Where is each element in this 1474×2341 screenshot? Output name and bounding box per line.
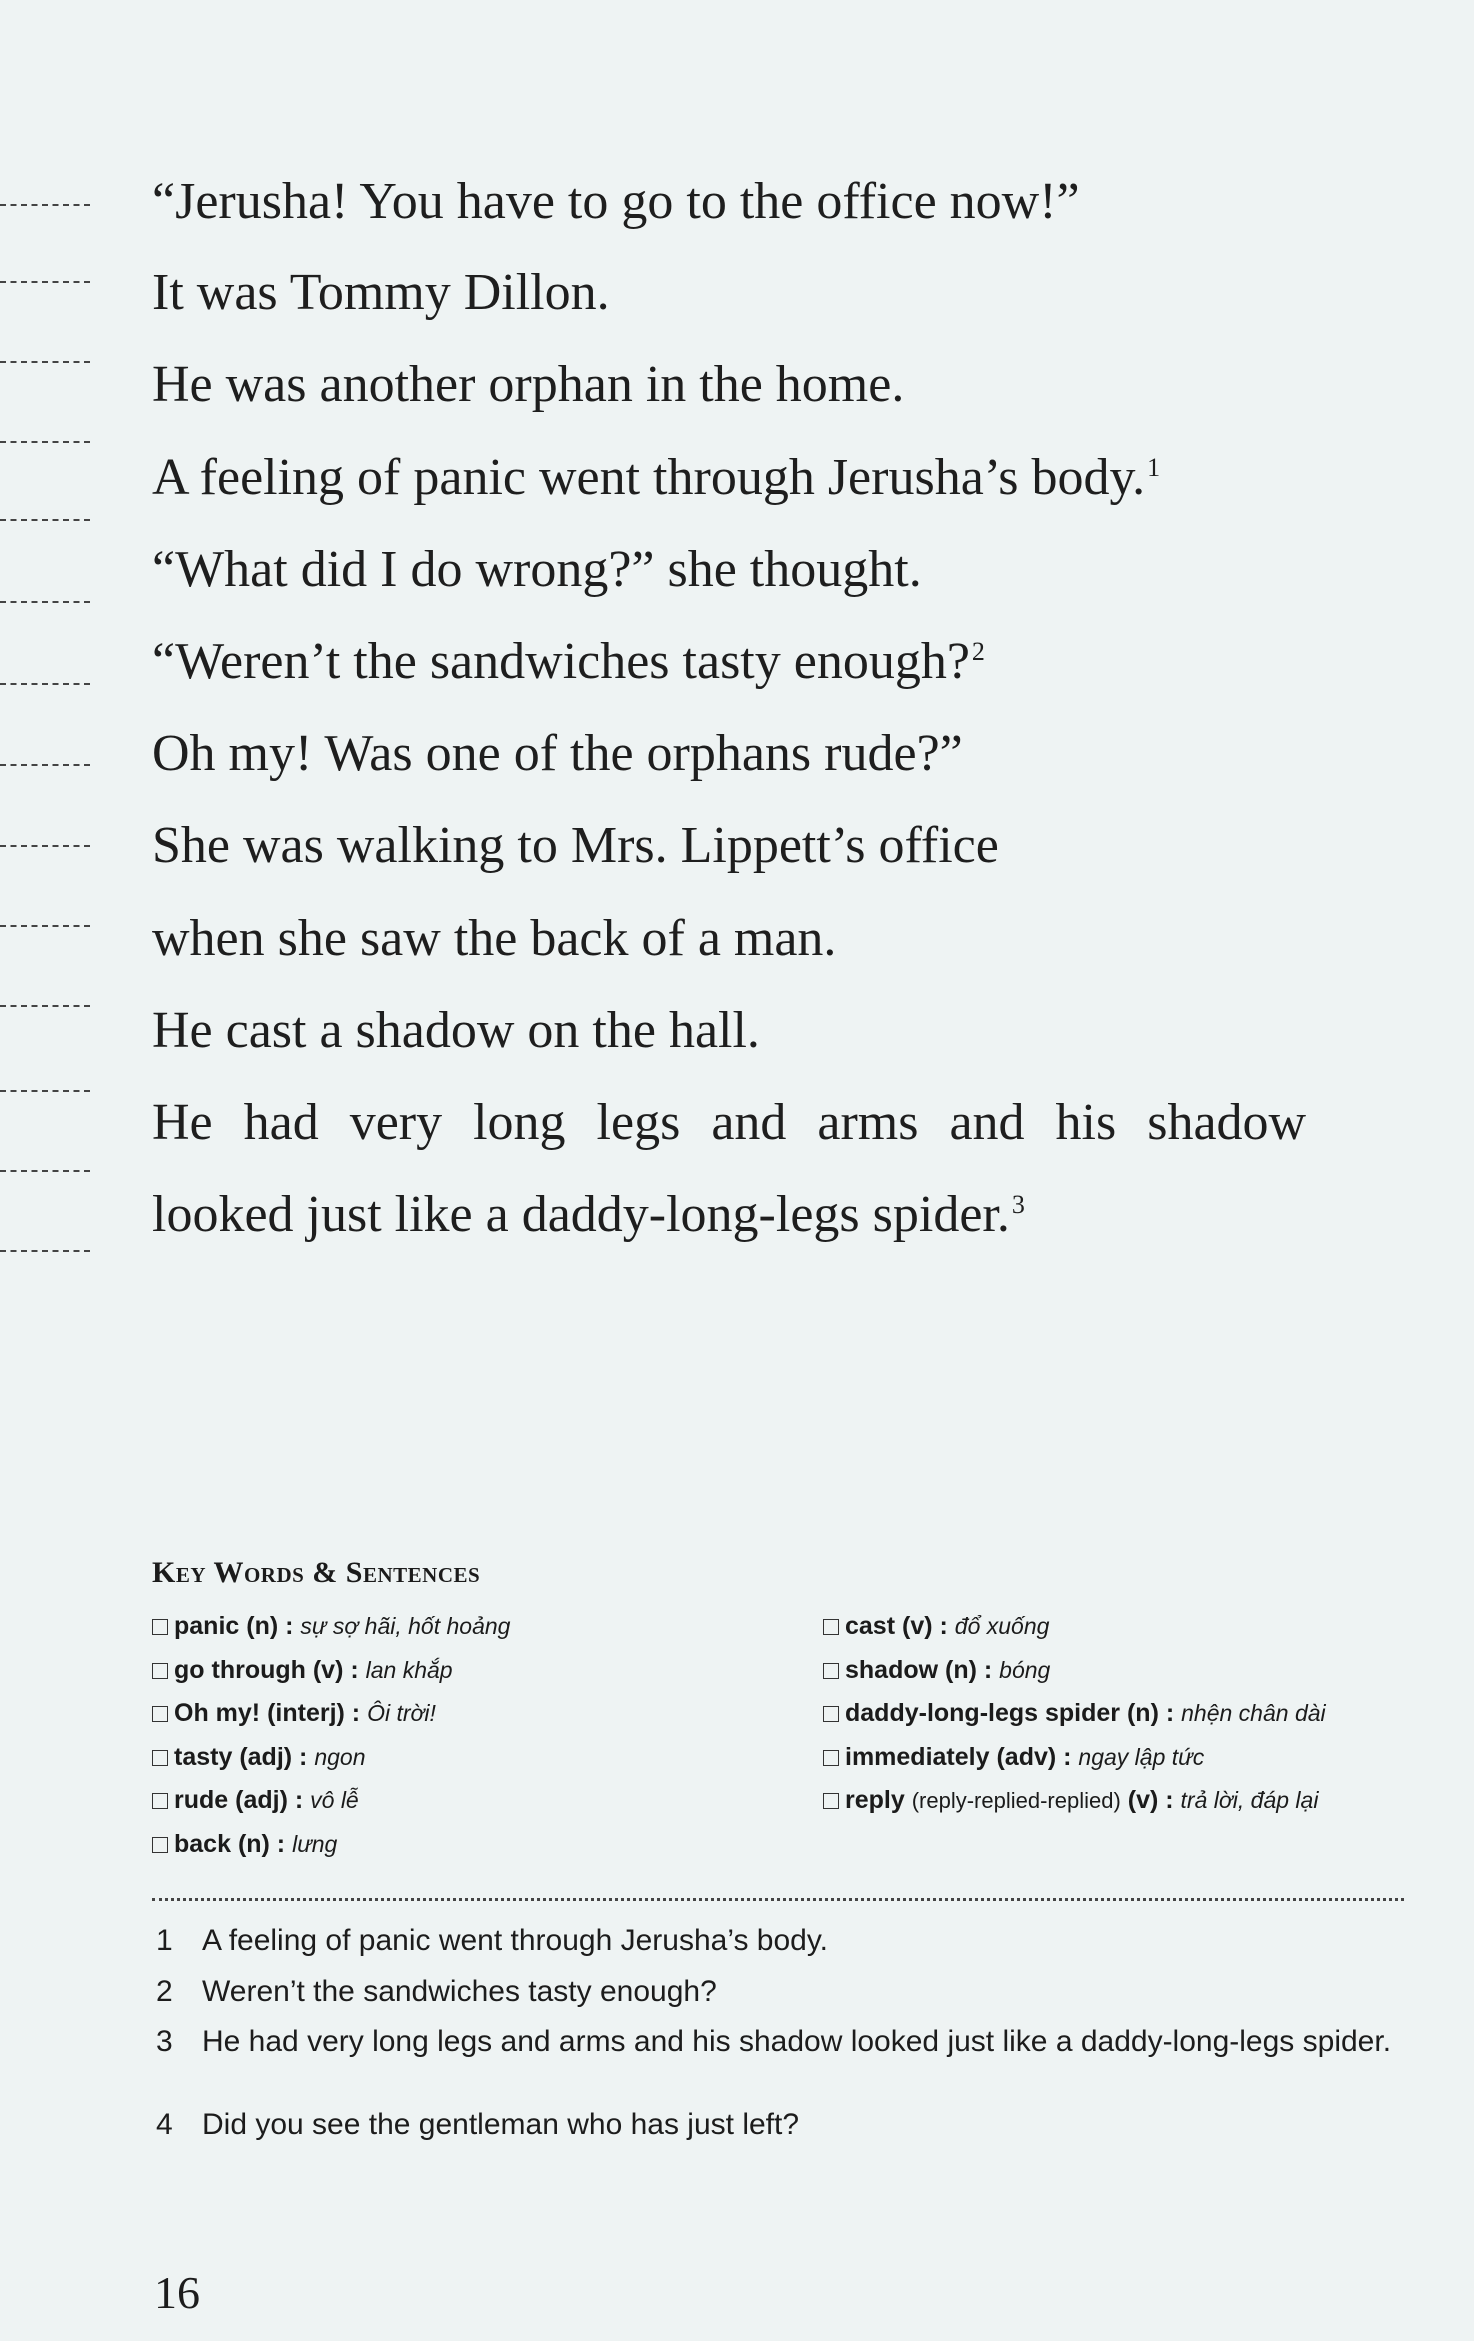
story-line-text: “Weren’t the sandwiches tasty enough? — [152, 633, 970, 690]
footnote-marker: 3 — [1011, 1189, 1025, 1219]
key-word-meaning: nhện chân dài — [1181, 1700, 1326, 1727]
story-line-text: She was walking to Mrs. Lippett’s office — [152, 817, 999, 874]
key-word-meaning: Ôi trời! — [367, 1700, 436, 1727]
story-line — [152, 724, 963, 784]
key-word-item: panic (n) : sự sợ hãi, hốt hoảng — [152, 1605, 510, 1649]
key-word-term: shadow — [845, 1655, 939, 1684]
checkbox-icon — [823, 1750, 839, 1766]
footnote-number: 1 — [156, 1924, 173, 1957]
margin-dash — [0, 925, 90, 927]
checkbox-icon — [823, 1663, 839, 1679]
key-word-term: reply — [845, 1786, 905, 1815]
key-word-term: tasty — [174, 1742, 233, 1771]
margin-dash — [0, 519, 90, 521]
story-line — [152, 448, 1160, 508]
margin-dash — [0, 1250, 90, 1252]
key-word-meaning: sự sợ hãi, hốt hoảng — [300, 1613, 511, 1639]
margin-dash — [0, 764, 90, 766]
story-line — [152, 632, 985, 692]
story-line-text: Oh my! Was one of the orphans rude?” — [152, 725, 963, 782]
story-line — [152, 355, 904, 415]
key-word-meaning: ngon — [314, 1743, 366, 1770]
checkbox-icon — [152, 1619, 168, 1635]
key-word-meaning: trả lời, đáp lại — [1180, 1787, 1319, 1814]
margin-dash — [0, 281, 90, 283]
key-word-item: rude (adj) : vô lễ — [152, 1779, 510, 1823]
key-words-left-column — [152, 1605, 510, 1867]
footnote-number: 2 — [156, 1975, 173, 2008]
story-line-text: He was another orphan in the home. — [152, 356, 905, 413]
key-word-meaning: đổ xuống — [954, 1613, 1050, 1639]
key-word-part-of-speech: (adv) — [996, 1742, 1057, 1771]
key-word-part-of-speech: (interj) — [267, 1699, 345, 1728]
footnote-text: Weren’t the sandwiches tasty enough? — [202, 1975, 717, 2008]
key-word-item: back (n) : lưng — [152, 1823, 510, 1867]
key-word-meaning: bóng — [999, 1656, 1051, 1683]
story-line — [152, 172, 1080, 232]
key-word-item: reply (reply-replied-replied) (v) : trả lời, đáp lại — [823, 1779, 1326, 1823]
key-word-part-of-speech: (adj) — [239, 1742, 293, 1771]
key-word-term: Oh my! — [174, 1699, 261, 1728]
story-line-text: “Jerusha! You have to go to the office now!” — [152, 173, 1080, 230]
footnote-text: Did you see the gentleman who has just left? — [202, 2108, 800, 2141]
key-word-item: tasty (adj) : ngon — [152, 1736, 510, 1780]
margin-dash — [0, 204, 90, 206]
footnote-number: 3 — [156, 2025, 173, 2058]
key-word-term: immediately — [845, 1742, 990, 1771]
checkbox-icon — [152, 1750, 168, 1766]
dotted-divider — [152, 1898, 1404, 1901]
key-word-part-of-speech: (n) — [1126, 1699, 1159, 1728]
key-words-title: Key Words & Sentences — [152, 1556, 481, 1589]
margin-dash — [0, 683, 90, 685]
key-word-item: Oh my! (interj) : Ôi trời! — [152, 1692, 510, 1736]
checkbox-icon — [823, 1619, 839, 1635]
key-word-item: cast (v) : đổ xuống — [823, 1605, 1326, 1649]
checkbox-icon — [823, 1793, 839, 1809]
story-line — [152, 909, 836, 969]
key-word-meaning: lưng — [292, 1830, 338, 1857]
checkbox-icon — [152, 1663, 168, 1679]
key-word-term: back — [174, 1829, 231, 1858]
story-line-text: He had very long legs and arms and his shadow — [152, 1094, 1307, 1151]
key-word-term: daddy-long-legs spider — [845, 1699, 1121, 1728]
footnote-text: He had very long legs and arms and his shadow looked just like a daddy-long-legs spider. — [202, 2025, 1392, 2058]
footnote-marker: 1 — [1147, 452, 1161, 482]
checkbox-icon — [152, 1793, 168, 1809]
margin-dash — [0, 441, 90, 443]
story-line — [152, 816, 999, 876]
key-word-part-of-speech: (v) — [902, 1612, 933, 1640]
key-word-term: rude — [174, 1786, 229, 1815]
key-word-term: cast — [845, 1612, 896, 1640]
key-word-part-of-speech: (n) — [945, 1655, 977, 1684]
key-word-meaning: lan khắp — [365, 1656, 453, 1683]
story-line — [152, 263, 610, 323]
key-word-term: panic — [174, 1612, 240, 1640]
page-number: 16 — [154, 2267, 200, 2318]
margin-dash — [0, 1090, 90, 1092]
key-words-right-column — [823, 1605, 1326, 1823]
key-word-part-of-speech: (v) — [312, 1655, 344, 1684]
story-line — [152, 540, 922, 600]
key-word-item: immediately (adv) : ngay lập tức — [823, 1736, 1326, 1780]
story-line — [152, 1093, 1306, 1153]
story-line-text: looked just like a daddy-long-legs spider. — [152, 1186, 1010, 1243]
margin-dash — [0, 845, 90, 847]
key-word-meaning: ngay lập tức — [1078, 1743, 1205, 1770]
story-line — [152, 1185, 1025, 1245]
story-line-text: A feeling of panic went through Jerusha’s body. — [152, 449, 1146, 506]
checkbox-icon — [823, 1706, 839, 1722]
key-word-item: daddy-long-legs spider (n) : nhện chân dài — [823, 1692, 1326, 1736]
margin-dash — [0, 361, 90, 363]
margin-dash — [0, 1005, 90, 1007]
key-word-part-of-speech: (adj) — [235, 1786, 288, 1815]
story-line — [152, 1001, 760, 1061]
key-word-part-of-speech: (n) — [246, 1612, 279, 1640]
footnote-marker: 2 — [971, 636, 985, 666]
margin-dash — [0, 1170, 90, 1172]
footnote-number: 4 — [156, 2108, 173, 2141]
key-word-item: go through (v) : lan khắp — [152, 1649, 510, 1693]
story-line-text: He cast a shadow on the hall. — [152, 1002, 760, 1059]
key-word-forms: (reply-replied-replied) — [911, 1788, 1121, 1814]
margin-dash — [0, 601, 90, 603]
footnote-text: A feeling of panic went through Jerusha’s body. — [202, 1924, 828, 1957]
story-line-text: “What did I do wrong?” she thought. — [152, 541, 922, 598]
key-word-part-of-speech: (n) — [237, 1829, 270, 1858]
key-word-item: shadow (n) : bóng — [823, 1649, 1326, 1693]
story-line-text: when she saw the back of a man. — [152, 910, 837, 967]
checkbox-icon — [152, 1706, 168, 1722]
checkbox-icon — [152, 1837, 168, 1853]
story-line-text: It was Tommy Dillon. — [152, 264, 610, 321]
key-word-part-of-speech: (v) — [1127, 1786, 1159, 1815]
key-word-meaning: vô lễ — [310, 1787, 359, 1814]
key-word-term: go through — [174, 1655, 306, 1684]
